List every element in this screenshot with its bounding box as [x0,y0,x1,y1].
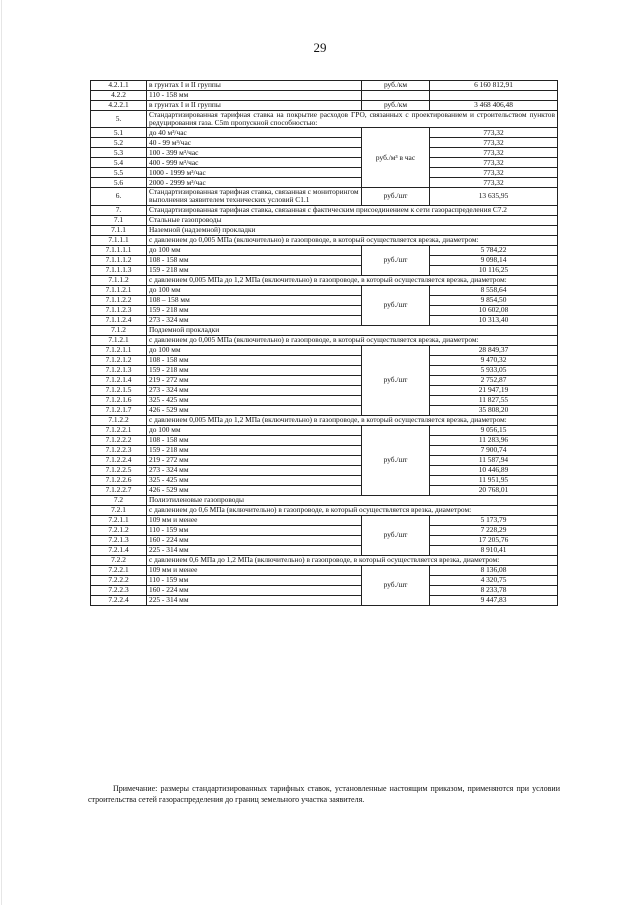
table-row [91,158,558,168]
row-value: 2 752,87 [430,375,558,385]
row-description: 1000 - 1999 м³/час [147,168,362,178]
row-code: 7.2.1.4 [91,545,147,555]
row-code: 6. [91,188,147,205]
row-value: 773,32 [430,148,558,158]
row-code: 7.2.2.1 [91,565,147,575]
row-description: 426 - 529 мм [147,485,362,495]
row-code: 7.2.1.1 [91,515,147,525]
table-row [91,138,558,148]
row-value: 21 947,19 [430,385,558,395]
scan-edge-line [1,0,2,905]
row-code: 7.1.1.2.2 [91,295,147,305]
row-section-text: Стальные газопроводы [147,215,558,225]
table-row [91,295,558,305]
row-value: 11 283,96 [430,435,558,445]
row-description: Стандартизированная тарифная ставка, связанная с мониторингом выполнения заявителем технических условий C1.1 [147,188,362,205]
row-value: 4 320,75 [430,575,558,585]
table-row [91,101,558,111]
table-row [91,245,558,255]
row-code: 7.1.1.1.3 [91,265,147,275]
row-code: 5.1 [91,128,147,138]
row-value: 13 635,95 [430,188,558,205]
row-description: до 100 мм [147,245,362,255]
row-section-text: с давлением до 0,6 МПа (включительно) в газопроводе, в который осуществляется врезка, диаметром: [147,505,558,515]
row-value: 20 768,01 [430,485,558,495]
table-row [91,485,558,495]
row-code: 7.1.2.2.3 [91,445,147,455]
row-value: 9 854,50 [430,295,558,305]
row-description: 2000 - 2999 м³/час [147,178,362,188]
row-description: 160 - 224 мм [147,585,362,595]
table-row [91,465,558,475]
row-value: 8 233,78 [430,585,558,595]
row-code: 7.1.2.1.5 [91,385,147,395]
row-description: в грунтах I и II группы [147,81,362,91]
row-unit: руб./шт [362,515,430,555]
row-code: 5.3 [91,148,147,158]
row-description: 225 - 314 мм [147,545,362,555]
row-value: 5 173,79 [430,515,558,525]
tariff-table-body [91,81,558,606]
table-row [91,575,558,585]
row-description: 100 - 399 м³/час [147,148,362,158]
table-row [91,91,558,101]
row-description: 225 - 314 мм [147,595,362,605]
row-description: 273 - 324 мм [147,385,362,395]
row-code: 7.2.2 [91,555,147,565]
table-row [91,405,558,415]
row-code: 7.1.1.2.4 [91,315,147,325]
row-section-text: Стандартизированная тарифная ставка на покрытие расходов ГРО, связанных с проектированием и строительством пунктов редуцирования газа. C5m пропускной способностью: [147,111,558,128]
table-row [91,505,558,515]
row-code: 7.1.2.1.1 [91,345,147,355]
row-unit: руб./шт [362,285,430,325]
row-unit: руб./м³ в час [362,128,430,188]
row-value: 10 446,89 [430,465,558,475]
table-row [91,445,558,455]
row-value: 3 468 406,48 [430,101,558,111]
row-section-text: Подземной прокладки [147,325,558,335]
tariff-table [90,80,558,606]
row-code: 5.4 [91,158,147,168]
row-value: 773,32 [430,168,558,178]
row-description: до 40 м³/час [147,128,362,138]
table-row [91,375,558,385]
row-code: 5.2 [91,138,147,148]
row-value: 10 602,08 [430,305,558,315]
row-description: 159 - 218 мм [147,445,362,455]
row-unit: руб./км [362,81,430,91]
row-code: 7.1.1 [91,225,147,235]
row-code: 7.2 [91,495,147,505]
table-row [91,128,558,138]
row-description: 40 - 99 м³/час [147,138,362,148]
row-value [430,91,558,101]
row-code: 4.2.2.1 [91,101,147,111]
row-code: 4.2.2 [91,91,147,101]
table-row [91,148,558,158]
row-description: 159 - 218 мм [147,305,362,315]
table-row [91,585,558,595]
row-value: 5 784,22 [430,245,558,255]
row-description: 110 - 158 мм [147,91,362,101]
table-row [91,225,558,235]
row-value: 8 136,08 [430,565,558,575]
row-value: 11 587,94 [430,455,558,465]
row-description: 110 - 159 мм [147,525,362,535]
row-description: 108 - 158 мм [147,435,362,445]
table-row [91,205,558,215]
table-row [91,525,558,535]
row-description: 400 - 999 м³/час [147,158,362,168]
table-row [91,275,558,285]
row-code: 7.1.2.2.6 [91,475,147,485]
table-row [91,495,558,505]
row-code: 7.2.1.3 [91,535,147,545]
table-row [91,475,558,485]
table-row [91,385,558,395]
row-value: 7 228,29 [430,525,558,535]
row-description: 219 - 272 мм [147,375,362,385]
table-row [91,455,558,465]
row-code: 7.1.2.1.4 [91,375,147,385]
table-row [91,345,558,355]
row-value: 9 056,15 [430,425,558,435]
row-code: 7.2.1.2 [91,525,147,535]
row-code: 5. [91,111,147,128]
row-code: 5.6 [91,178,147,188]
row-code: 7.1.1.2.1 [91,285,147,295]
row-unit: руб./шт [362,565,430,605]
table-row [91,168,558,178]
footnote: Примечание: размеры стандартизированных тарифных ставок, установленные настоящим приказом, применяются при условии строительства сетей газораспределения до границ земельного участка заявителя. [88,784,560,804]
row-code: 7.1.2.2.2 [91,435,147,445]
row-code: 7.1.2.2 [91,415,147,425]
row-code: 7.2.1 [91,505,147,515]
table-row [91,315,558,325]
row-code: 7. [91,205,147,215]
row-code: 7.1.2.2.1 [91,425,147,435]
row-code: 7.1.1.2 [91,275,147,285]
row-section-text: с давлением 0,6 МПа до 1,2 МПа (включительно) в газопроводе, в который осуществляется врезка, диаметром: [147,555,558,565]
row-description: до 100 мм [147,425,362,435]
row-value: 11 827,55 [430,395,558,405]
row-description: 325 - 425 мм [147,395,362,405]
row-description: 426 - 529 мм [147,405,362,415]
row-value: 28 849,37 [430,345,558,355]
row-code: 7.1.1.1 [91,235,147,245]
row-description: 219 - 272 мм [147,455,362,465]
row-value: 7 900,74 [430,445,558,455]
table-row [91,265,558,275]
row-code: 7.1.2.1 [91,335,147,345]
row-unit: руб./шт [362,245,430,275]
row-section-text: с давлением 0,005 МПа до 1,2 МПа (включительно) в газопроводе, в который осуществляется врезка, диаметром: [147,275,558,285]
row-description: 159 - 218 мм [147,365,362,375]
row-description: 273 - 324 мм [147,315,362,325]
table-row [91,365,558,375]
row-description: 110 - 159 мм [147,575,362,585]
row-value: 773,32 [430,138,558,148]
row-code: 7.1.1.1.2 [91,255,147,265]
row-value: 9 470,32 [430,355,558,365]
row-value: 9 447,83 [430,595,558,605]
row-unit: руб./шт [362,425,430,495]
row-description: 160 - 224 мм [147,535,362,545]
row-description: 108 – 158 мм [147,295,362,305]
row-value: 773,32 [430,128,558,138]
table-row [91,335,558,345]
table-row [91,305,558,315]
table-row [91,325,558,335]
row-value: 8 910,41 [430,545,558,555]
row-code: 7.2.2.3 [91,585,147,595]
row-code: 7.1.2.2.5 [91,465,147,475]
row-description: 109 мм и менее [147,515,362,525]
row-value: 11 951,95 [430,475,558,485]
row-code: 7.1.2.1.2 [91,355,147,365]
table-row [91,255,558,265]
row-value: 17 205,76 [430,535,558,545]
row-code: 7.1.2.1.7 [91,405,147,415]
row-value: 9 098,14 [430,255,558,265]
table-row [91,535,558,545]
row-section-text: Полиэтиленовые газопроводы [147,495,558,505]
row-unit [362,91,430,101]
table-row [91,555,558,565]
row-unit: руб./шт [362,345,430,415]
row-section-text: Стандартизированная тарифная ставка, связанная с фактическим присоединением к сети газораспределения C7.2 [147,205,558,215]
row-code: 7.1.2.2.4 [91,455,147,465]
row-code: 7.1.2.2.7 [91,485,147,495]
row-value: 10 313,40 [430,315,558,325]
table-row [91,355,558,365]
row-code: 7.2.2.4 [91,595,147,605]
row-value: 5 933,05 [430,365,558,375]
row-code: 7.1.2 [91,325,147,335]
row-code: 7.1.2.1.3 [91,365,147,375]
row-value: 773,32 [430,158,558,168]
row-unit: руб./шт [362,188,430,205]
table-row [91,435,558,445]
table-row [91,111,558,128]
row-description: до 100 мм [147,345,362,355]
row-code: 5.5 [91,168,147,178]
row-description: 108 - 158 мм [147,355,362,365]
table-row [91,235,558,245]
row-code: 7.1.2.1.6 [91,395,147,405]
row-value: 35 808,20 [430,405,558,415]
row-code: 7.2.2.2 [91,575,147,585]
table-row [91,215,558,225]
row-section-text: с давлением до 0,005 МПа (включительно) в газопроводе, в который осуществляется врезка, диаметром: [147,335,558,345]
row-description: 108 - 158 мм [147,255,362,265]
row-code: 7.1.1.2.3 [91,305,147,315]
table-row [91,595,558,605]
table-row [91,395,558,405]
row-value: 8 558,64 [430,285,558,295]
row-code: 7.1.1.1.1 [91,245,147,255]
table-row [91,545,558,555]
table-row [91,188,558,205]
table-row [91,425,558,435]
row-code: 7.1 [91,215,147,225]
row-description: в грунтах I и II группы [147,101,362,111]
table-row [91,515,558,525]
row-description: до 100 мм [147,285,362,295]
row-value: 10 116,25 [430,265,558,275]
row-description: 325 - 425 мм [147,475,362,485]
table-row [91,565,558,575]
table-row [91,81,558,91]
row-section-text: с давлением 0,005 МПа до 1,2 МПа (включительно) в газопроводе, в который осуществляется врезка, диаметром: [147,415,558,425]
row-unit: руб./км [362,101,430,111]
row-description: 109 мм и менее [147,565,362,575]
page-number: 29 [313,40,327,55]
row-value: 6 160 812,91 [430,81,558,91]
row-section-text: Наземной (надземной) прокладки [147,225,558,235]
table-row [91,285,558,295]
table-row [91,415,558,425]
row-code: 4.2.1.1 [91,81,147,91]
row-description: 273 - 324 мм [147,465,362,475]
row-section-text: с давлением до 0,005 МПа (включительно) в газопроводе, в который осуществляется врезка, диаметром: [147,235,558,245]
row-description: 159 - 218 мм [147,265,362,275]
table-row [91,178,558,188]
row-value: 773,32 [430,178,558,188]
